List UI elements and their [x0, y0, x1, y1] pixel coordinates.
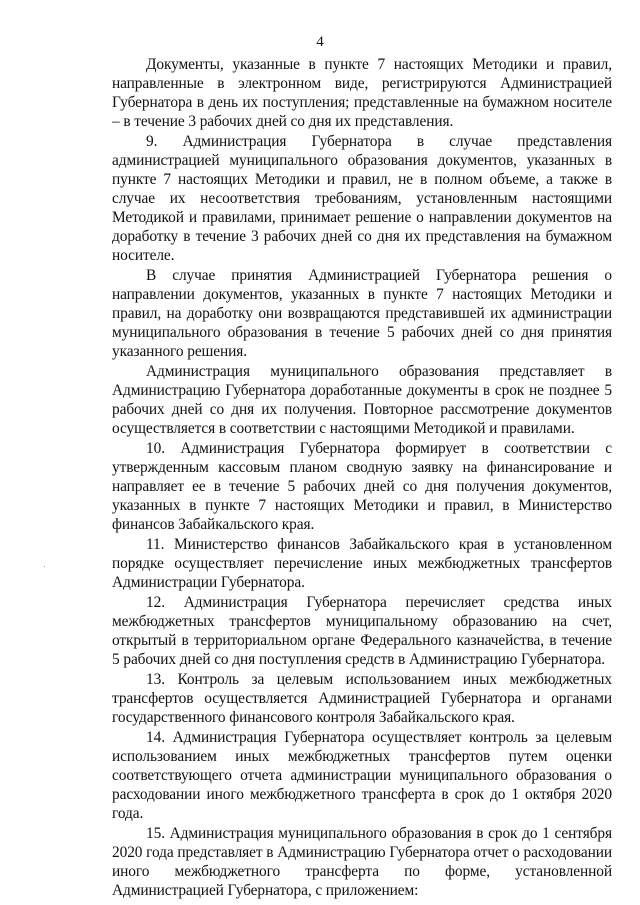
paragraph-item-13: 13. Контроль за целевым использованием иных межбюджетных трансфертов осуществляется Администрацией Губернатора и органами государственного финансового контроля Забайкальского края. — [112, 671, 612, 726]
page-number: 4 — [316, 34, 324, 50]
paragraph-item-11: 11. Министерство финансов Забайкальского края в установленном порядке осуществляет перечисление иных межбюджетных трансфертов Администрации Губернатора. — [112, 536, 612, 591]
scan-speck — [44, 566, 45, 567]
paragraph-registration-of-documents: Документы, указанные в пункте 7 настоящих Методики и правил, направленные в электронном виде, регистрируются Администрацией Губернатора в день их поступления; представленные на бумажном носителе – в течение 3 рабочих дней со дня их представления. — [112, 56, 612, 130]
document-body — [112, 55, 612, 900]
paragraph-return-for-revision: В случае принятия Администрацией Губернатора решения о направлении документов, указанных в пункте 7 настоящих Методики и правил, на доработку они возвращаются представившей их администрации муниципального образования в течение 5 рабочих дней со дня принятия указанного решения. — [112, 267, 612, 360]
paragraph-item-14: 14. Администрация Губернатора осуществляет контроль за целевым использованием иных межбюджетных трансфертов путем оценки соответствующего отчета администрации муниципального образования о расходовании иного межбюджетного трансферта в срок до 1 октября 2020 года. — [112, 729, 612, 822]
paragraph-item-12: 12. Администрация Губернатора перечисляет средства иных межбюджетных трансфертов муниципальному образованию на счет, открытый в территориальном органе Федерального казначейства, в течение 5 рабочих дней со дня поступления средств в Администрацию Губернатора. — [112, 594, 612, 668]
paragraph-item-10: 10. Администрация Губернатора формирует в соответствии с утвержденным кассовым планом сводную заявку на финансирование и направляет ее в течение 5 рабочих дней со дня получения документов, указанных в пункте 7 настоящих Методики и правил, в Министерство финансов Забайкальского края. — [112, 440, 612, 533]
paragraph-resubmission: Администрация муниципального образования представляет в Администрацию Губернатора доработанные документы в срок не позднее 5 рабочих дней со дня их получения. Повторное рассмотрение документов осуществляется в соответствии с настоящими Методикой и правилами. — [112, 363, 612, 437]
paragraph-item-9: 9. Администрация Губернатора в случае представления администрацией муниципального образования документов, указанных в пункте 7 настоящих Методики и правил, не в полном объеме, а также в случае их несоответствия требованиям, установленным настоящими Методикой и правилами, принимает решение о направлении документов на доработку в течение 3 рабочих дней со дня их представления на бумажном носителе. — [112, 133, 612, 264]
paragraph-item-15: 15. Администрация муниципального образования в срок до 1 сентября 2020 года представляет в Администрацию Губернатора отчет о расходовании иного межбюджетного трансферта по форме, установленной Администрацией Губернатора, с приложением: — [112, 825, 612, 899]
